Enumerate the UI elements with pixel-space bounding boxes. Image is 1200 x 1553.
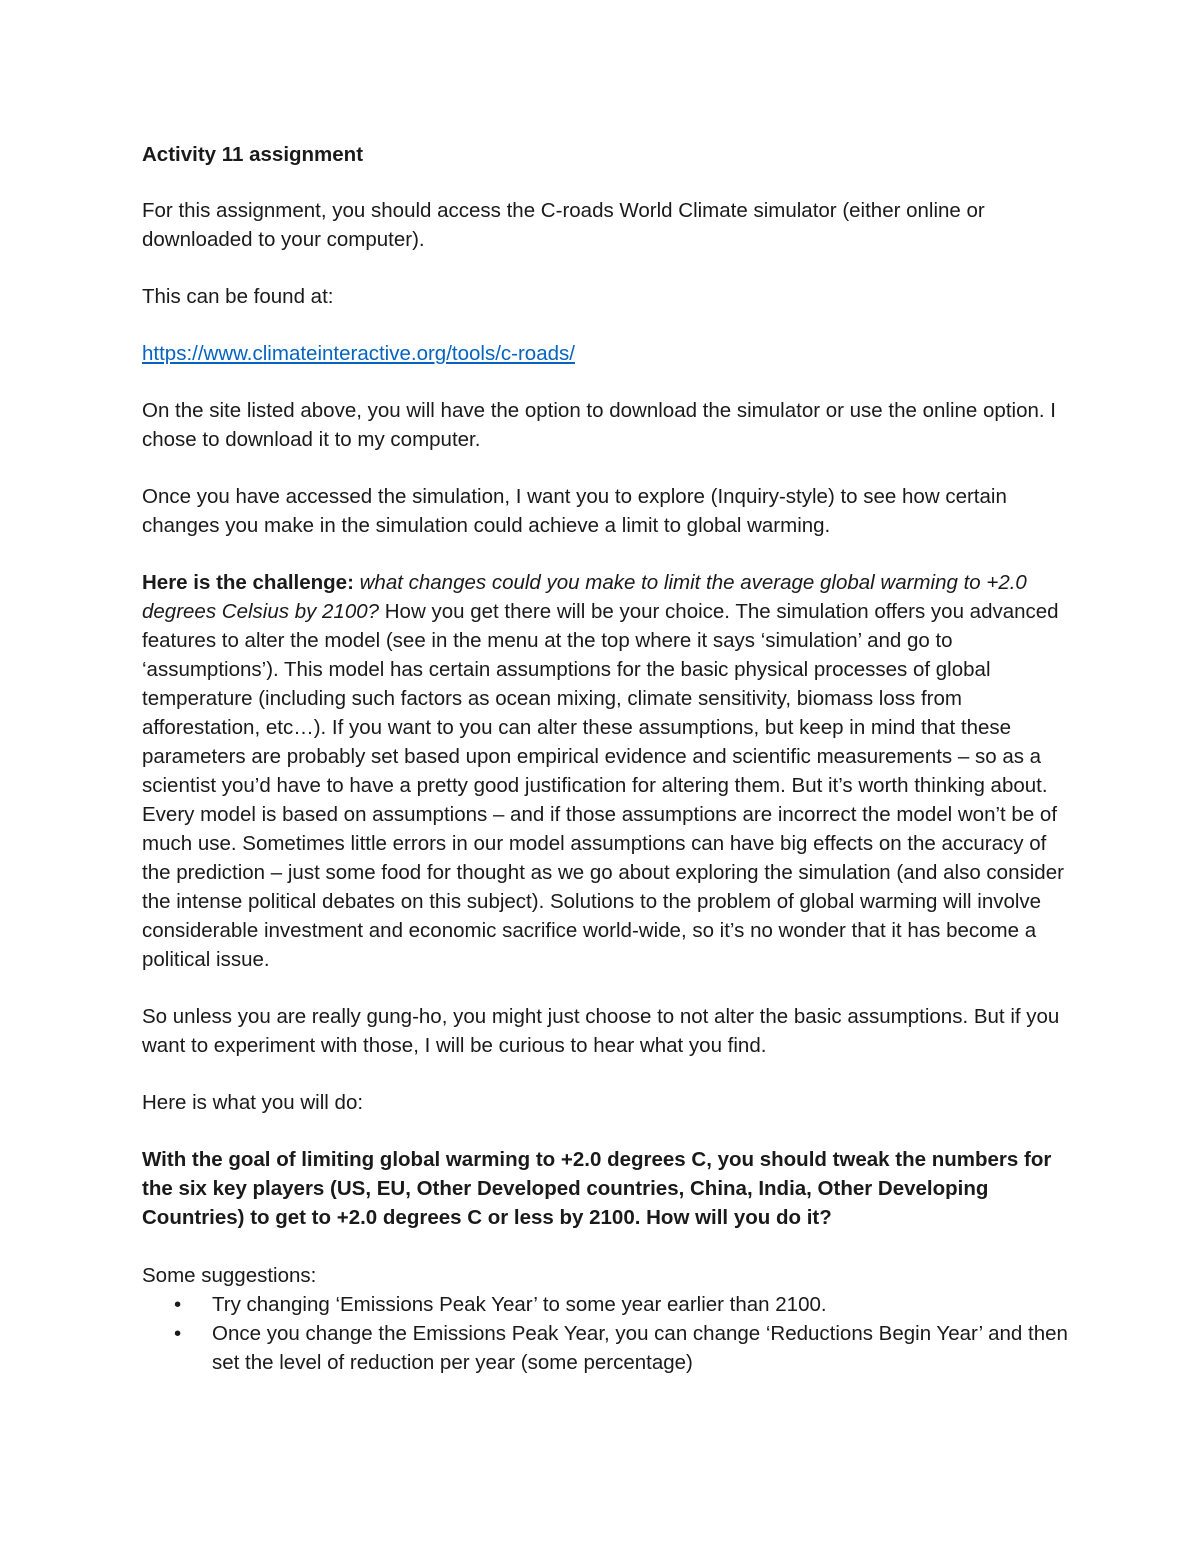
suggestions-title: Some suggestions:: [142, 1264, 317, 1287]
c-roads-link[interactable]: https://www.climateinteractive.org/tools/c-roads/: [142, 342, 575, 365]
site-note-paragraph: On the site listed above, you will have the option to download the simulator or use the online option. I chose to download it to my computer.: [142, 399, 1056, 451]
challenge-body: How you get there will be your choice. The simulation offers you advanced features to alter the model (see in the menu at the top where it says ‘simulation’ and go to ‘assumptions’). This model has certain assumptions for the basic physical processes of global temperature (including such factors as ocean mixing, climate sensitivity, biomass loss from afforestation, etc…). If you want to you can alter these assumptions, but keep in mind that these parameters are probably set based upon empirical evidence and scientific measurements – so as a scientist you’d have to have a pretty good justification for altering them. But it’s worth thinking about. Every model is based on assumptions – and if those assumptions are incorrect the model won’t be of much use. Sometimes little errors in our model assumptions can have big effects on the accuracy of the prediction – just some food for thought as we go about exploring the simulation (and also consider the intense political debates on this subject). Solutions to the problem of global warming will involve considerable investment and economic sacrifice world-wide, so it’s no wonder that it has become a political issue.: [142, 600, 1064, 971]
suggestion-text: Once you change the Emissions Peak Year, you can change ‘Reductions Begin Year’ and then set the level of reduction per year (some percentage): [212, 1322, 1068, 1374]
bullet-icon: •: [174, 1293, 182, 1316]
suggestions-list: [142, 1290, 1072, 1377]
challenge-paragraph: [142, 568, 1072, 974]
link-paragraph: [142, 339, 1072, 368]
goal-paragraph: With the goal of limiting global warming to +2.0 degrees C, you should tweak the numbers for the six key players (US, EU, Other Developed countries, China, India, Other Developing Countries) to get to +2.0 degrees C or less by 2100. How will you do it?: [142, 1148, 1052, 1229]
intro-paragraph: For this assignment, you should access the C-roads World Climate simulator (either online or downloaded to your computer).: [142, 199, 985, 251]
bullet-icon: •: [174, 1322, 182, 1345]
found-at-paragraph: This can be found at:: [142, 285, 334, 308]
challenge-label: Here is the challenge:: [142, 571, 354, 594]
challenge-question: what changes could you make to limit the average global warming to +2.0 degrees Celsius by 2100?: [142, 571, 1027, 623]
list-item: [142, 1319, 1072, 1377]
list-item: [142, 1290, 1072, 1319]
document-title: Activity 11 assignment: [142, 143, 364, 166]
gung-ho-paragraph: So unless you are really gung-ho, you might just choose to not alter the basic assumptions. But if you want to experiment with those, I will be curious to hear what you find.: [142, 1005, 1060, 1057]
suggestion-text: Try changing ‘Emissions Peak Year’ to some year earlier than 2100.: [212, 1293, 827, 1316]
explore-paragraph: Once you have accessed the simulation, I want you to explore (Inquiry-style) to see how certain changes you make in the simulation could achieve a limit to global warming.: [142, 485, 1007, 537]
what-to-do-paragraph: Here is what you will do:: [142, 1091, 364, 1114]
document-page: [142, 140, 1072, 1377]
